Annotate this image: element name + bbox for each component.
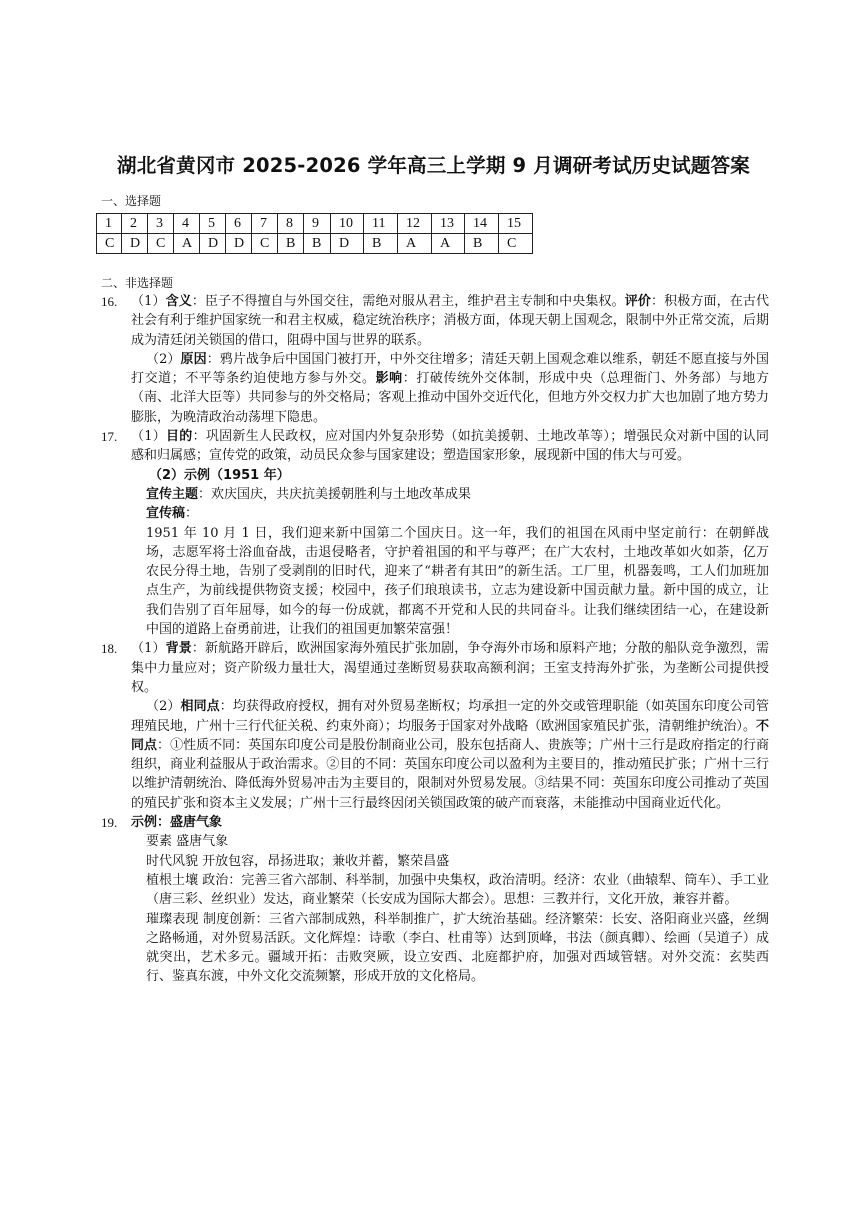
answer-label: 原因 [180, 351, 207, 367]
answer-text: ：新航路开辟后，欧洲国家海外殖民扩张加剧，争夺海外市场和原料产地；分散的船队竞争激烈，需集中力量应对；资产阶级力量壮大，渴望通过垄断贸易获取高额利润；王室支持海外扩张，为垄断公司提供授权。 [131, 641, 769, 695]
propaganda-theme [146, 485, 769, 504]
achievements-line: 璀璨表现 制度创新：三省六部制成熟，科举制推广，扩大统治基础。经济繁荣：长安、洛阳商业兴盛，丝绸之路畅通，对外贸易活跃。文化辉煌：诗歌（李白、杜甫等）达到顶峰，书法（颜真卿）、绘画（吴道子）成就突出，艺术多元。疆域开拓：击败突厥，设立安西、北庭都护府，加强对西域管辖。对外交流：玄奘西行、鉴真东渡，中外文化交流频繁，形成开放的文化格局。 [146, 911, 769, 985]
question-number-cell: 5 [200, 214, 226, 234]
part-prefix: （1） [131, 294, 166, 309]
answer-text: ：打破传统外交体制，形成中央（总理衙门、外务部）与地方（南、北洋大臣等）共同参与的外交格局；客观上推动中国外交近代化，但地方外交权力扩大也加剧了地方势力膨胀，为晚清政治动荡埋下隐患。 [131, 371, 769, 425]
answer-cell: B [364, 234, 398, 254]
answer-text: ：巩固新生人民政权，应对国内外复杂形势（如抗美援朝、土地改革等）；增强民众对新中国的认同感和归属感；宣传党的政策，动员民众参与国家建设；塑造国家形象，展现新中国的伟大与可爱。 [131, 429, 769, 464]
section-multiple-choice-heading: 一、选择题 [101, 194, 162, 208]
question-number: 16. [101, 294, 118, 309]
question-16 [101, 292, 769, 427]
answer-label: 相同点 [180, 699, 220, 715]
answer-cell: A [398, 234, 432, 254]
answer-part-1 [131, 292, 769, 350]
answer-cell: D [200, 234, 226, 254]
answer-label: 不同点 [131, 718, 769, 753]
answer-cell: D [331, 234, 364, 254]
answer-text: ：①性质不同：英国东印度公司是股份制商业公司，股东包括商人、贵族等；广州十三行是政府指定的行商组织，商业利益服从于政治需求。②目的不同：英国东印度公司以盈利为主要目的，推动殖民扩张；广州十三行以维护清朝统治、降低海外贸易冲击为主要目的，限制对外贸易发展。③结果不同：英国东印度公司推动了英国的殖民扩张和资本主义发展；广州十三行最终因闭关锁国政策的破产而衰落，未能推动中国商业近代化。 [131, 737, 769, 811]
answer-label: 宣传主题 [146, 486, 199, 502]
part-prefix: （2） [146, 351, 181, 367]
question-number-cell: 6 [226, 214, 252, 234]
question-number-cell: 15 [499, 214, 533, 234]
answer-cell: A [174, 234, 200, 254]
question-19 [101, 813, 769, 987]
question-answer [131, 813, 769, 832]
answer-label: 背景 [165, 641, 192, 657]
question-number: 18. [101, 641, 118, 657]
question-number-cell: 14 [465, 214, 499, 234]
answer-label: 影响 [375, 371, 403, 387]
answer-table-answer-row [97, 234, 533, 254]
answer-cell: B [304, 234, 331, 254]
answer-table-number-row [97, 214, 533, 234]
answer-label: （2）示例（1951 年） [149, 467, 290, 483]
propaganda-draft-label [146, 504, 769, 523]
answer-cell: C [499, 234, 533, 254]
question-number-cell: 10 [331, 214, 364, 234]
part-prefix: （2） [146, 699, 181, 715]
answer-cell: C [97, 234, 122, 254]
question-number-cell: 12 [398, 214, 432, 234]
answer-cell: B [465, 234, 499, 254]
question-number-cell: 9 [304, 214, 331, 234]
question-answer [131, 639, 769, 813]
question-answer [131, 427, 769, 466]
question-number-cell: 1 [97, 214, 122, 234]
answer-part-1 [131, 639, 769, 697]
style-line: 时代风貌 开放包容，昂扬进取；兼收并蓄，繁荣昌盛 [146, 853, 450, 869]
answer-text: ：均获得政府授权，拥有对外贸易垄断权；均承担一定的外交或管理职能（如英国东印度公司管理殖民地，广州十三行代征关税、约束外商）；均服务于国家对外战略（欧洲国家殖民扩张，清朝维护统治）。 [131, 699, 769, 734]
question-18 [101, 639, 769, 813]
page-title: 湖北省黄冈市 2025-2026 学年高三上学期 9 月调研考试历史试题答案 [117, 154, 750, 177]
answer-part-2-heading [149, 466, 769, 485]
answer-part-2 [131, 350, 769, 427]
question-number-cell: 8 [278, 214, 304, 234]
question-number-cell: 7 [252, 214, 278, 234]
answer-label: 含义 [165, 294, 192, 309]
question-number-cell: 13 [432, 214, 465, 234]
question-answer [131, 292, 769, 427]
answer-label: 评价 [624, 294, 652, 309]
question-number-cell: 2 [122, 214, 148, 234]
section-essay-heading: 二、非选择题 [101, 276, 174, 290]
answer-part-2 [131, 697, 769, 813]
question-17 [101, 427, 769, 639]
answer-part-1 [131, 427, 769, 466]
propaganda-draft: 1951 年 10 月 1 日，我们迎来新中国第二个国庆日。这一年，我们的祖国在风雨中坚定前行：在朝鲜战场，志愿军将士浴血奋战，击退侵略者，守护着祖国的和平与尊严；在广大农村，土地改革如火如荼，亿万农民分得土地，告别了受剥削的旧时代，迎来了“耕者有其田”的新生活。工厂里，机器轰鸣，工人们加班加点生产，为前线提供物资支援；校园中，孩子们琅琅读书，立志为建设新中国贡献力量。新中国的成立，让我们告别了百年屈辱，如今的每一份成就，都离不开党和人民的共同奋斗。让我们继续团结一心，在建设新中国的道路上奋勇前进，让我们的祖国更加繁荣富强！ [146, 525, 769, 638]
answer-text: ：鸦片战争后中国国门被打开，中外交往增多；清廷天朝上国观念难以维系，朝廷不愿直接与外国打交道；不平等条约迫使地方参与外交。 [131, 351, 769, 387]
answer-cell: B [278, 234, 304, 254]
answer-table [96, 213, 533, 254]
element-line: 要素 盛唐气象 [146, 834, 229, 850]
question-number-cell: 3 [148, 214, 174, 234]
answer-label: 宣传稿 [146, 506, 186, 522]
answer-cell: A [432, 234, 465, 254]
answer-label: 示例：盛唐气象 [131, 815, 223, 831]
answer-cell: D [122, 234, 148, 254]
answer-cell: C [252, 234, 278, 254]
answer-cell: C [148, 234, 174, 254]
answer-label: 目的 [166, 429, 193, 445]
answer-text: ： [185, 506, 199, 522]
question-number-cell: 11 [364, 214, 398, 234]
question-number: 17. [101, 429, 118, 445]
part-prefix: （1） [131, 641, 166, 657]
example-heading [131, 813, 769, 832]
question-number: 19. [101, 815, 118, 831]
essay-answers [101, 292, 769, 987]
answer-cell: D [226, 234, 252, 254]
question-number-cell: 4 [174, 214, 200, 234]
answer-text: ：欢庆国庆，共庆抗美援朝胜利与土地改革成果 [198, 486, 472, 502]
answer-text: ：臣子不得擅自与外国交往，需绝对服从君主，维护君主专制和中央集权。 [191, 294, 625, 309]
roots-line: 植根土壤 政治：完善三省六部制、科举制，加强中央集权，政治清明。经济：农业（曲辕犁、筒车）、手工业（唐三彩、丝织业）发达，商业繁荣（长安成为国际大都会）。思想：三教并行，文化开放，兼容并蓄。 [146, 872, 769, 908]
part-prefix: （1） [131, 429, 167, 445]
answer-text: ：积极方面，在古代社会有利于维护国家统一和君主权威，稳定统治秩序；消极方面，体现天朝上国观念，限制中外正常交流，后期成为清廷闭关锁国的借口，阻碍中国与世界的联系。 [131, 294, 769, 348]
